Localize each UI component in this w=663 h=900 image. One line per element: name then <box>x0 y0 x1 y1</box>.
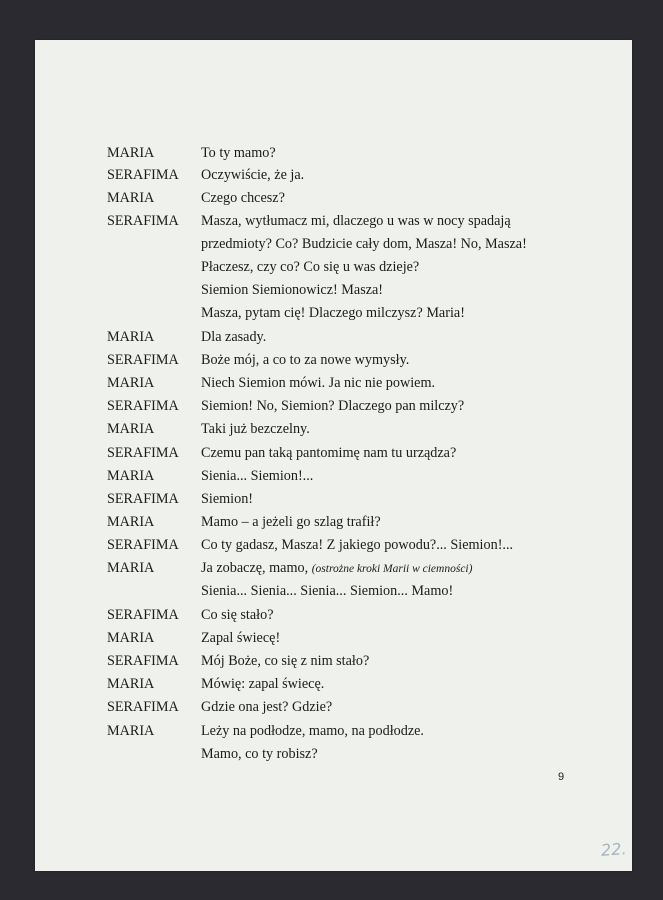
dialogue-line <box>35 395 632 417</box>
stage-direction: (ostrożne kroki Marii w ciemności) <box>311 563 473 575</box>
script-page <box>35 40 632 871</box>
line-text <box>201 743 318 765</box>
spoken-text: Masza, wytłumacz mi, dlaczego u was w nocy spadają <box>201 213 511 229</box>
dialogue-line <box>35 442 632 464</box>
speaker-name: SERAFIMA <box>107 398 179 414</box>
speaker-name: SERAFIMA <box>107 213 179 229</box>
speaker-name: SERAFIMA <box>107 491 179 507</box>
speaker-name: MARIA <box>107 468 155 484</box>
spoken-text: Boże mój, a co to za nowe wymysły. <box>201 352 410 368</box>
line-text <box>201 650 369 672</box>
spoken-text: Zapal świecę! <box>201 630 281 646</box>
spoken-text: Sienia... Sienia... Sienia... Siemion... Mamo! <box>201 583 454 599</box>
line-text <box>201 627 280 649</box>
dialogue-line <box>35 142 632 164</box>
spoken-text: Masza, pytam cię! Dlaczego milczysz? Maria! <box>201 305 465 321</box>
spoken-text: Mamo, co ty robisz? <box>201 746 318 762</box>
dialogue-line <box>35 743 632 765</box>
page-number: 9 <box>558 771 565 783</box>
spoken-text: Mój Boże, co się z nim stało? <box>201 653 370 669</box>
line-text <box>201 372 435 394</box>
line-text <box>201 720 424 742</box>
speaker-name: MARIA <box>107 514 155 530</box>
line-text <box>201 580 453 602</box>
speaker-name: MARIA <box>107 723 155 739</box>
spoken-text: Leży na podłodze, mamo, na podłodze. <box>201 723 424 739</box>
line-text <box>201 256 419 278</box>
spoken-text: przedmioty? Co? Budzicie cały dom, Masza! No, Masza! <box>201 236 527 252</box>
dialogue-line <box>35 279 632 301</box>
line-text <box>201 142 276 164</box>
speaker-name: MARIA <box>107 560 155 576</box>
line-text <box>201 534 513 556</box>
spoken-text: Siemion Siemionowicz! Masza! <box>201 282 384 298</box>
line-text <box>201 442 456 464</box>
line-text <box>201 279 383 301</box>
dialogue-line <box>35 164 632 186</box>
spoken-text: Taki już bezczelny. <box>201 421 310 437</box>
line-text <box>201 557 472 580</box>
speaker-name: MARIA <box>107 145 155 161</box>
dialogue-line <box>35 720 632 742</box>
dialogue-line <box>35 349 632 371</box>
dialogue-line <box>35 302 632 324</box>
speaker-name: MARIA <box>107 190 155 206</box>
line-text <box>201 349 409 371</box>
dialogue-line <box>35 673 632 695</box>
spoken-text: Siemion! <box>201 491 254 507</box>
dialogue-line <box>35 696 632 718</box>
spoken-text: Mówię: zapal świecę. <box>201 676 325 692</box>
spoken-text: Czemu pan taką pantomimę nam tu urządza? <box>201 445 457 461</box>
dialogue-line <box>35 372 632 394</box>
line-text <box>201 187 285 209</box>
dialogue-line <box>35 187 632 209</box>
dialogue-line <box>35 511 632 533</box>
dialogue-line <box>35 488 632 510</box>
line-text <box>201 395 464 417</box>
spoken-text: Oczywiście, że ja. <box>201 167 305 183</box>
line-text <box>201 488 253 510</box>
line-text <box>201 511 381 533</box>
line-text <box>201 696 332 718</box>
spoken-text: Mamo – a jeżeli go szlag trafił? <box>201 514 381 530</box>
spoken-text: Niech Siemion mówi. Ja nic nie powiem. <box>201 375 436 391</box>
dialogue-line <box>35 534 632 556</box>
speaker-name: SERAFIMA <box>107 607 179 623</box>
spoken-text: Siemion! No, Siemion? Dlaczego pan milczy? <box>201 398 465 414</box>
line-text <box>201 465 313 487</box>
line-text <box>201 210 511 232</box>
speaker-name: MARIA <box>107 676 155 692</box>
spoken-text: Dla zasady. <box>201 329 267 345</box>
dialogue-line <box>35 557 632 579</box>
dialogue-line <box>35 604 632 626</box>
line-text <box>201 164 304 186</box>
speaker-name: SERAFIMA <box>107 653 179 669</box>
speaker-name: MARIA <box>107 375 155 391</box>
spoken-text: Czego chcesz? <box>201 190 285 206</box>
dialogue-line <box>35 256 632 278</box>
speaker-name: SERAFIMA <box>107 699 179 715</box>
line-text <box>201 673 324 695</box>
speaker-name: SERAFIMA <box>107 445 179 461</box>
line-text <box>201 302 465 324</box>
dialogue-line <box>35 418 632 440</box>
speaker-name: SERAFIMA <box>107 352 179 368</box>
dialogue <box>35 40 632 871</box>
spoken-text: Co się stało? <box>201 607 274 623</box>
dialogue-line <box>35 650 632 672</box>
spoken-text: To ty mamo? <box>201 145 276 161</box>
spoken-text: Co ty gadasz, Masza! Z jakiego powodu?... Siemion!... <box>201 537 514 553</box>
dialogue-line <box>35 627 632 649</box>
spoken-text: Ja zobaczę, mamo, <box>201 560 309 576</box>
speaker-name: SERAFIMA <box>107 537 179 553</box>
speaker-name: MARIA <box>107 421 155 437</box>
line-text <box>201 233 527 255</box>
speaker-name: SERAFIMA <box>107 167 179 183</box>
speaker-name: MARIA <box>107 329 155 345</box>
dialogue-line <box>35 580 632 602</box>
line-text <box>201 418 310 440</box>
dialogue-line <box>35 326 632 348</box>
dialogue-line <box>35 233 632 255</box>
dialogue-line <box>35 210 632 232</box>
speaker-name: MARIA <box>107 630 155 646</box>
spoken-text: Sienia... Siemion!... <box>201 468 314 484</box>
line-text <box>201 326 266 348</box>
spoken-text: Gdzie ona jest? Gdzie? <box>201 699 333 715</box>
spoken-text: Płaczesz, czy co? Co się u was dzieje? <box>201 259 420 275</box>
line-text <box>201 604 274 626</box>
archive-mark: 22. <box>600 839 628 860</box>
dialogue-line <box>35 465 632 487</box>
